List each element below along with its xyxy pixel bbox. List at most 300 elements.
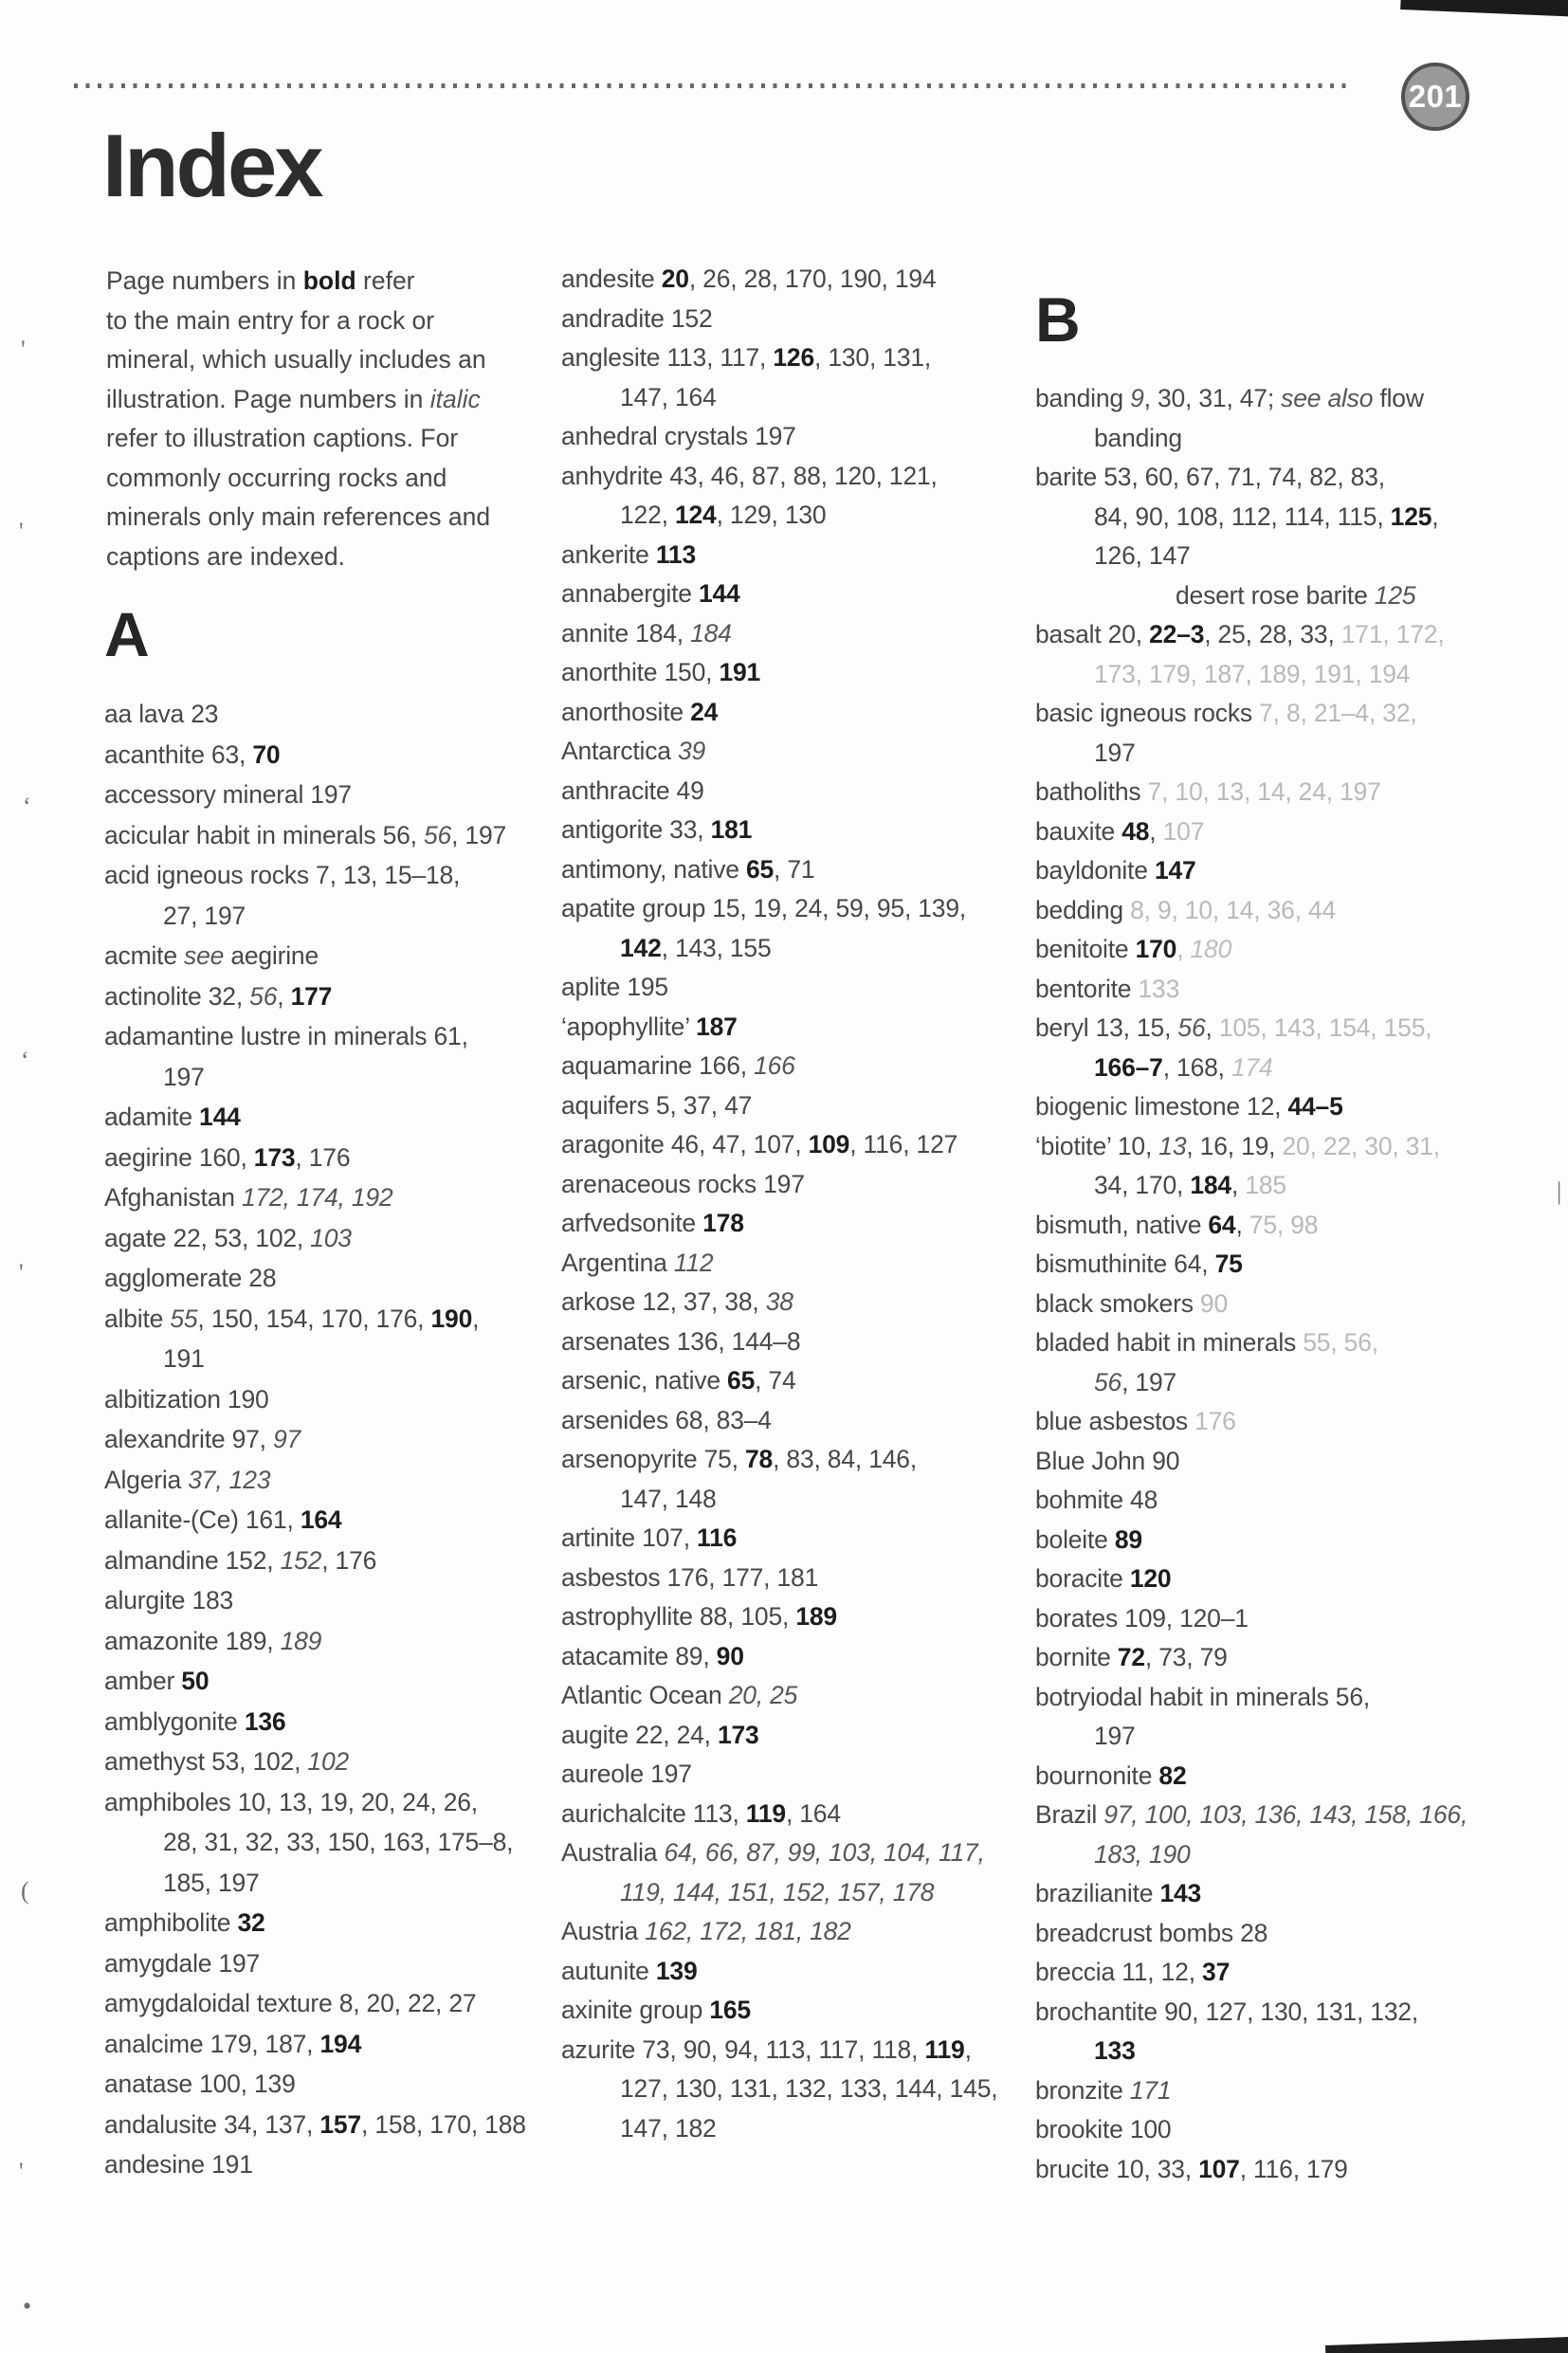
index-entry <box>104 1500 550 1541</box>
dotted-divider <box>74 83 1354 88</box>
index-entry <box>1035 458 1547 498</box>
index-entry <box>561 1716 1028 1756</box>
text-run: adamite <box>104 1103 200 1131</box>
entry-list <box>561 260 1028 2148</box>
text-run: 197 <box>1094 1722 1136 1750</box>
index-entry <box>104 1661 550 1702</box>
text-run: 7, 10, 13, 14, 24, 197 <box>1147 777 1381 806</box>
text-run: , <box>277 981 291 1011</box>
text-run: 174 <box>1231 1052 1273 1082</box>
text-run: 152 <box>280 1545 322 1575</box>
index-entry-continuation <box>1035 419 1547 459</box>
index-entry <box>104 1943 550 1984</box>
index-entry <box>104 1177 550 1218</box>
scan-artifact: ‘ <box>23 793 31 820</box>
index-entry <box>1035 970 1547 1010</box>
index-entry <box>561 1322 1028 1362</box>
text-run: 144 <box>199 1103 241 1131</box>
text-run: bornite <box>1035 1643 1118 1671</box>
index-entry <box>1035 379 1547 419</box>
intro-line <box>106 419 490 459</box>
text-run: mineral, which usually includes an <box>106 345 486 374</box>
index-entry <box>104 1580 550 1621</box>
text-run: agate 22, 53, 102, <box>104 1223 311 1252</box>
text-run: 166 <box>754 1051 795 1080</box>
text-run: 72 <box>1117 1643 1145 1671</box>
index-entry <box>561 1952 1028 1992</box>
text-run: commonly occurring rocks and <box>106 463 447 492</box>
index-entry <box>561 1244 1028 1284</box>
index-entry <box>561 1637 1028 1677</box>
text-run: arsenopyrite 75, <box>561 1445 745 1473</box>
text-run: 9 <box>1130 384 1144 412</box>
text-run: amazonite 189, <box>104 1626 281 1655</box>
text-run: 191 <box>163 1344 205 1373</box>
text-run: 65 <box>745 854 775 884</box>
text-run: aegirine 160, <box>104 1142 254 1172</box>
index-entry <box>561 772 1028 812</box>
index-entry <box>561 1008 1028 1048</box>
index-column-b <box>1035 284 1547 2189</box>
text-run: ‘apophyllite’ <box>561 1012 697 1041</box>
text-run: 78 <box>745 1445 774 1473</box>
text-run: 55 <box>170 1304 198 1333</box>
index-entry <box>1035 1638 1547 1678</box>
text-run: 133 <box>1138 974 1180 1003</box>
index-entry-continuation <box>1035 1049 1547 1088</box>
text-run: 143 <box>1159 1879 1202 1907</box>
text-run: , 16, 19, <box>1186 1131 1283 1160</box>
text-run: 84, 90, 108, 112, 114, 115, <box>1094 502 1391 531</box>
text-run: 119 <box>924 2034 965 2064</box>
text-run: 181 <box>710 815 753 844</box>
entry-list <box>1035 379 1547 2189</box>
text-run: , 30, 31, 47; <box>1143 384 1282 412</box>
text-run: 162, 172, 181, 182 <box>645 1917 851 1945</box>
index-entry <box>561 1440 1028 1480</box>
text-run: 90 <box>1199 1288 1228 1318</box>
text-run: anhedral crystals 197 <box>561 422 796 450</box>
index-entry <box>561 653 1028 693</box>
text-run: arenaceous rocks 197 <box>561 1169 805 1198</box>
index-entry <box>1035 2150 1547 2190</box>
text-run: augite 22, 24, <box>561 1720 718 1749</box>
index-entry <box>561 338 1028 378</box>
text-run: Brazil <box>1035 1800 1104 1829</box>
index-entry <box>1035 1245 1547 1285</box>
index-entry <box>104 1218 550 1259</box>
intro-line <box>106 262 490 301</box>
text-run: flow <box>1373 384 1424 412</box>
intro-line <box>106 301 490 341</box>
text-run: 28, 31, 32, 33, 150, 163, 175–8, <box>163 1828 514 1856</box>
index-entry <box>1035 1206 1547 1246</box>
text-run: refer <box>356 266 415 295</box>
index-entry <box>104 1016 550 1057</box>
index-entry-continuation <box>561 496 1028 536</box>
intro-line <box>106 340 490 380</box>
index-entry <box>561 1283 1028 1322</box>
index-entry <box>1035 694 1547 734</box>
index-entry-continuation <box>1035 2032 1547 2071</box>
index-entry <box>1035 1757 1547 1797</box>
text-run: 139 <box>655 1956 698 1985</box>
index-entry <box>561 457 1028 497</box>
text-run: azurite 73, 90, 94, 113, 117, 118, <box>561 2034 925 2064</box>
text-run: 105, 143, 154, 155, <box>1218 1013 1432 1042</box>
text-run: aquamarine 166, <box>561 1051 755 1080</box>
text-run: 89 <box>1114 1524 1142 1554</box>
text-run: , 150, 154, 170, 176, <box>197 1304 431 1333</box>
index-entry <box>1035 851 1547 891</box>
text-run: 7, 8, 21–4, 32, <box>1259 699 1417 727</box>
text-run: allanite-(Ce) 161, <box>104 1505 301 1534</box>
index-entry <box>1035 1953 1547 1993</box>
index-entry <box>561 1559 1028 1598</box>
index-entry <box>561 968 1028 1008</box>
text-run: , 168, <box>1162 1052 1231 1082</box>
text-run: 56 <box>1094 1367 1122 1396</box>
text-run: anhydrite 43, 46, 87, 88, 120, 121, <box>561 461 938 490</box>
text-run: 109 <box>808 1130 850 1158</box>
index-entry <box>104 735 550 775</box>
index-entry-continuation <box>104 1822 550 1863</box>
index-entry <box>104 1742 550 1782</box>
text-run: 133 <box>1094 2036 1136 2065</box>
text-run: 13 <box>1158 1131 1187 1160</box>
text-run: 190 <box>430 1304 473 1333</box>
text-run: , 158, 170, 188 <box>360 2109 526 2139</box>
text-run: 90 <box>716 1641 744 1670</box>
text-run: 142 <box>620 933 662 962</box>
index-entry <box>104 1379 550 1420</box>
text-run: aa lava 23 <box>104 700 219 728</box>
index-entry <box>104 2105 550 2145</box>
index-entry-continuation <box>1035 1363 1547 1403</box>
intro-line <box>106 459 490 499</box>
text-run: aquifers 5, 37, 47 <box>561 1090 753 1120</box>
text-run: autunite <box>561 1956 656 1985</box>
text-run: to the main entry for a rock or <box>106 305 435 335</box>
index-entry <box>1035 615 1547 655</box>
text-run: refer to illustration captions. For <box>106 424 459 452</box>
text-run: 70 <box>252 739 281 769</box>
index-entry <box>1035 2110 1547 2150</box>
index-entry <box>561 1912 1028 1952</box>
text-run: Afghanistan <box>104 1183 242 1212</box>
scan-artifact: ' <box>19 518 24 545</box>
scan-artifact: ' <box>21 336 26 363</box>
text-run: , 83, 84, 146, <box>773 1445 917 1473</box>
text-run: 103 <box>310 1223 352 1252</box>
text-run: , 130, 131, <box>814 343 932 372</box>
text-run: actinolite 32, <box>104 981 250 1011</box>
intro-line <box>106 538 490 577</box>
text-run: 183, 190 <box>1094 1839 1191 1869</box>
text-run: , 74 <box>755 1366 796 1395</box>
text-run: acid igneous rocks 7, 13, 15–18, <box>104 861 461 889</box>
text-run: 164 <box>300 1505 342 1534</box>
text-run: Blue John 90 <box>1035 1446 1180 1475</box>
text-run: 171, 172, <box>1340 620 1445 648</box>
text-run: 177 <box>290 981 333 1011</box>
index-column-a-continued <box>561 260 1028 2148</box>
section-header-a: A <box>104 599 150 669</box>
text-run: 20, 22, 30, 31, <box>1282 1131 1440 1160</box>
index-entry <box>104 1621 550 1662</box>
index-entry <box>561 732 1028 772</box>
text-run: anorthosite <box>561 697 691 726</box>
index-entry-continuation <box>104 896 550 937</box>
text-run: brucite 10, 33, <box>1035 2154 1199 2183</box>
text-run: 22–3 <box>1149 620 1205 648</box>
index-entry-continuation <box>104 1339 550 1379</box>
text-run: bronzite <box>1035 2075 1130 2105</box>
text-run: artinite 107, <box>561 1523 698 1552</box>
index-entry <box>104 775 550 815</box>
section-header-b: B <box>1035 284 1081 355</box>
text-run: 113 <box>655 539 696 569</box>
text-run: arfvedsonite <box>561 1209 703 1237</box>
text-run: biogenic limestone 12, <box>1035 1092 1288 1121</box>
index-entry <box>104 1460 550 1501</box>
index-entry <box>1035 1796 1547 1835</box>
text-run: italic <box>429 384 481 413</box>
text-run: 124 <box>674 501 717 529</box>
text-run: ankerite <box>561 539 656 569</box>
text-run: , 197 <box>451 820 507 849</box>
text-run: arsenides 68, 83–4 <box>561 1405 772 1434</box>
index-entry <box>561 1676 1028 1716</box>
text-run: alexandrite 97, <box>104 1425 274 1453</box>
index-entry <box>561 693 1028 733</box>
index-entry <box>1035 1914 1547 1954</box>
index-entry-continuation <box>1035 1166 1547 1206</box>
text-run: 147 <box>1154 856 1196 885</box>
text-run: 171 <box>1129 2075 1172 2105</box>
text-run: basalt 20, <box>1035 620 1150 648</box>
text-run: 56 <box>249 981 278 1011</box>
index-entry <box>561 536 1028 575</box>
index-entry <box>561 1597 1028 1637</box>
index-entry <box>104 2144 550 2185</box>
text-run: 127, 130, 131, 132, 133, 144, 145, <box>620 2074 998 2103</box>
index-entry-continuation <box>1035 1717 1547 1757</box>
text-run: 125 <box>1374 580 1416 610</box>
index-column-a <box>104 599 550 2185</box>
text-run: aegirine <box>224 941 319 970</box>
index-entry <box>1035 1874 1547 1914</box>
text-run: 55, 56, <box>1303 1328 1378 1357</box>
text-run: see also <box>1281 384 1374 412</box>
index-entry <box>561 1086 1028 1126</box>
text-run: 173 <box>717 1720 759 1749</box>
text-run: amygdaloidal texture 8, 20, 22, 27 <box>104 1989 477 2017</box>
text-run: , <box>1231 1171 1246 1199</box>
text-run: 185 <box>1245 1171 1286 1199</box>
text-run: aragonite 46, 47, 107, <box>561 1130 809 1158</box>
text-run: 136 <box>244 1706 286 1736</box>
scan-artifact: ' <box>19 1259 24 1286</box>
text-run: , 116, 127 <box>849 1130 958 1158</box>
index-entry <box>561 1755 1028 1795</box>
text-run: 147, 164 <box>620 382 717 411</box>
text-run: black smokers <box>1035 1288 1200 1318</box>
text-run: 64, 66, 87, 99, 103, 104, 117, <box>664 1838 985 1867</box>
page-title: Index <box>102 116 321 215</box>
text-run: breadcrust bombs 28 <box>1035 1918 1268 1947</box>
text-run: apatite group 15, 19, 24, 59, 95, 139, <box>561 894 967 922</box>
text-run: 119 <box>745 1798 786 1828</box>
text-run: antigorite 33, <box>561 815 711 844</box>
index-entry-continuation <box>561 2070 1028 2109</box>
index-entry-continuation <box>561 1873 1028 1913</box>
scan-artifact: | <box>1557 1177 1562 1205</box>
index-entry <box>561 417 1028 457</box>
text-run: almandine 152, <box>104 1545 281 1575</box>
text-run: bentorite <box>1035 974 1139 1003</box>
text-run: benitoite <box>1035 935 1136 963</box>
index-entry <box>1035 1678 1547 1718</box>
text-run: 189 <box>795 1602 837 1631</box>
text-run: 38 <box>765 1287 793 1316</box>
text-run: bauxite <box>1035 816 1122 846</box>
text-run: 44–5 <box>1287 1092 1343 1121</box>
index-entry <box>1035 1481 1547 1521</box>
text-run: 180 <box>1190 935 1232 963</box>
index-entry <box>561 1519 1028 1559</box>
text-run: annite 184, <box>561 618 691 648</box>
text-run: , 116, 179 <box>1239 2154 1348 2183</box>
text-run: 48 <box>1121 816 1150 846</box>
text-run: botryiodal habit in minerals 56, <box>1035 1682 1371 1711</box>
index-entry <box>1035 1402 1547 1442</box>
text-run: bedding <box>1035 895 1131 924</box>
index-entry <box>1035 1993 1547 2033</box>
scan-artifact: ‘ <box>21 1047 29 1074</box>
index-entry <box>1035 1127 1547 1167</box>
text-run: Austria <box>561 1917 646 1945</box>
text-run: 176 <box>1194 1407 1236 1435</box>
text-run: andesine 191 <box>104 2150 253 2179</box>
text-run: , <box>1176 935 1191 963</box>
text-run: adamantine lustre in minerals 61, <box>104 1022 468 1050</box>
text-run: see <box>184 941 225 970</box>
text-run: bohmite 48 <box>1035 1486 1158 1514</box>
intro-line <box>106 380 490 420</box>
text-run: boleite <box>1035 1524 1115 1554</box>
page-number: 201 <box>1408 79 1463 114</box>
text-run: annabergite <box>561 579 699 608</box>
index-entry-continuation <box>561 2109 1028 2149</box>
index-entry <box>1035 1285 1547 1324</box>
text-run: 24 <box>690 697 719 726</box>
text-run: 166–7 <box>1094 1052 1163 1082</box>
scan-artifact: ' <box>19 2158 24 2185</box>
index-entry <box>104 2064 550 2105</box>
text-run: anglesite 113, 117, <box>561 343 774 372</box>
text-run: atacamite 89, <box>561 1641 717 1670</box>
text-run: albite <box>104 1304 171 1333</box>
text-run: amethyst 53, 102, <box>104 1747 308 1776</box>
page-number-badge <box>1401 63 1469 131</box>
text-run: 20, 25 <box>728 1681 798 1709</box>
text-run: 50 <box>181 1667 210 1695</box>
text-run: Australia <box>561 1838 665 1867</box>
text-run: aureole 197 <box>561 1760 692 1788</box>
text-run: , 129, 130 <box>716 501 827 529</box>
text-run: 75 <box>1214 1249 1243 1278</box>
text-run: , 197 <box>1121 1367 1177 1396</box>
text-run: 173, 179, 187, 189, 191, 194 <box>1094 659 1411 688</box>
text-run: bournonite <box>1035 1760 1159 1790</box>
index-entry <box>561 300 1028 339</box>
index-entry-continuation <box>104 1057 550 1098</box>
text-run: 37 <box>1202 1958 1231 1986</box>
text-run: Argentina <box>561 1248 674 1277</box>
index-entry <box>104 976 550 1017</box>
text-run: asbestos 176, 177, 181 <box>561 1562 819 1592</box>
index-entry <box>1035 773 1547 812</box>
text-run: 197 <box>1094 738 1136 767</box>
text-run: desert rose barite <box>1176 580 1375 610</box>
text-run: , 164 <box>785 1798 841 1828</box>
text-run: 39 <box>678 737 706 765</box>
index-entry <box>104 1702 550 1742</box>
text-run: 20 <box>661 264 689 293</box>
scan-edge-bar-top <box>1400 0 1568 23</box>
text-run: 82 <box>1158 1760 1187 1790</box>
text-run: arsenic, native <box>561 1366 728 1395</box>
text-run: 122, <box>620 501 675 529</box>
text-run: 8, 9, 10, 14, 36, 44 <box>1130 895 1337 924</box>
text-run: 112 <box>673 1248 714 1277</box>
text-run: amygdale 197 <box>104 1948 261 1978</box>
text-run: acmite <box>104 941 185 970</box>
text-run: , 176 <box>295 1142 351 1172</box>
text-run: astrophyllite 88, 105, <box>561 1602 796 1631</box>
index-entry <box>561 1795 1028 1834</box>
index-entry <box>1035 1323 1547 1363</box>
index-entry <box>1035 812 1547 852</box>
index-entry <box>104 1903 550 1943</box>
text-run: Page numbers in <box>106 266 303 295</box>
text-run: arsenates 136, 144–8 <box>561 1326 801 1356</box>
text-run: andesite <box>561 264 662 293</box>
index-entry <box>1035 891 1547 931</box>
text-run: bismuthinite 64, <box>1035 1249 1215 1278</box>
index-entry <box>1035 1599 1547 1639</box>
text-run: batholiths <box>1035 777 1148 806</box>
text-run: 97, 100, 103, 136, 143, 158, 166, <box>1103 1800 1468 1829</box>
index-entry <box>104 936 550 976</box>
text-run: aurichalcite 113, <box>561 1798 746 1828</box>
text-run: 126 <box>773 343 815 372</box>
text-run: , <box>1149 816 1163 846</box>
text-run: acanthite 63, <box>104 739 253 769</box>
index-entry-continuation <box>1035 537 1547 576</box>
index-entry-continuation <box>1035 498 1547 538</box>
text-run: , <box>472 1304 480 1333</box>
text-run: , <box>1205 1013 1219 1042</box>
index-entry <box>104 855 550 896</box>
text-run: Algeria <box>104 1465 189 1494</box>
index-entry <box>104 2024 550 2065</box>
index-entry <box>104 1138 550 1178</box>
text-run: 27, 197 <box>163 901 246 930</box>
text-run: agglomerate 28 <box>104 1264 277 1292</box>
text-run: 64 <box>1208 1210 1236 1239</box>
